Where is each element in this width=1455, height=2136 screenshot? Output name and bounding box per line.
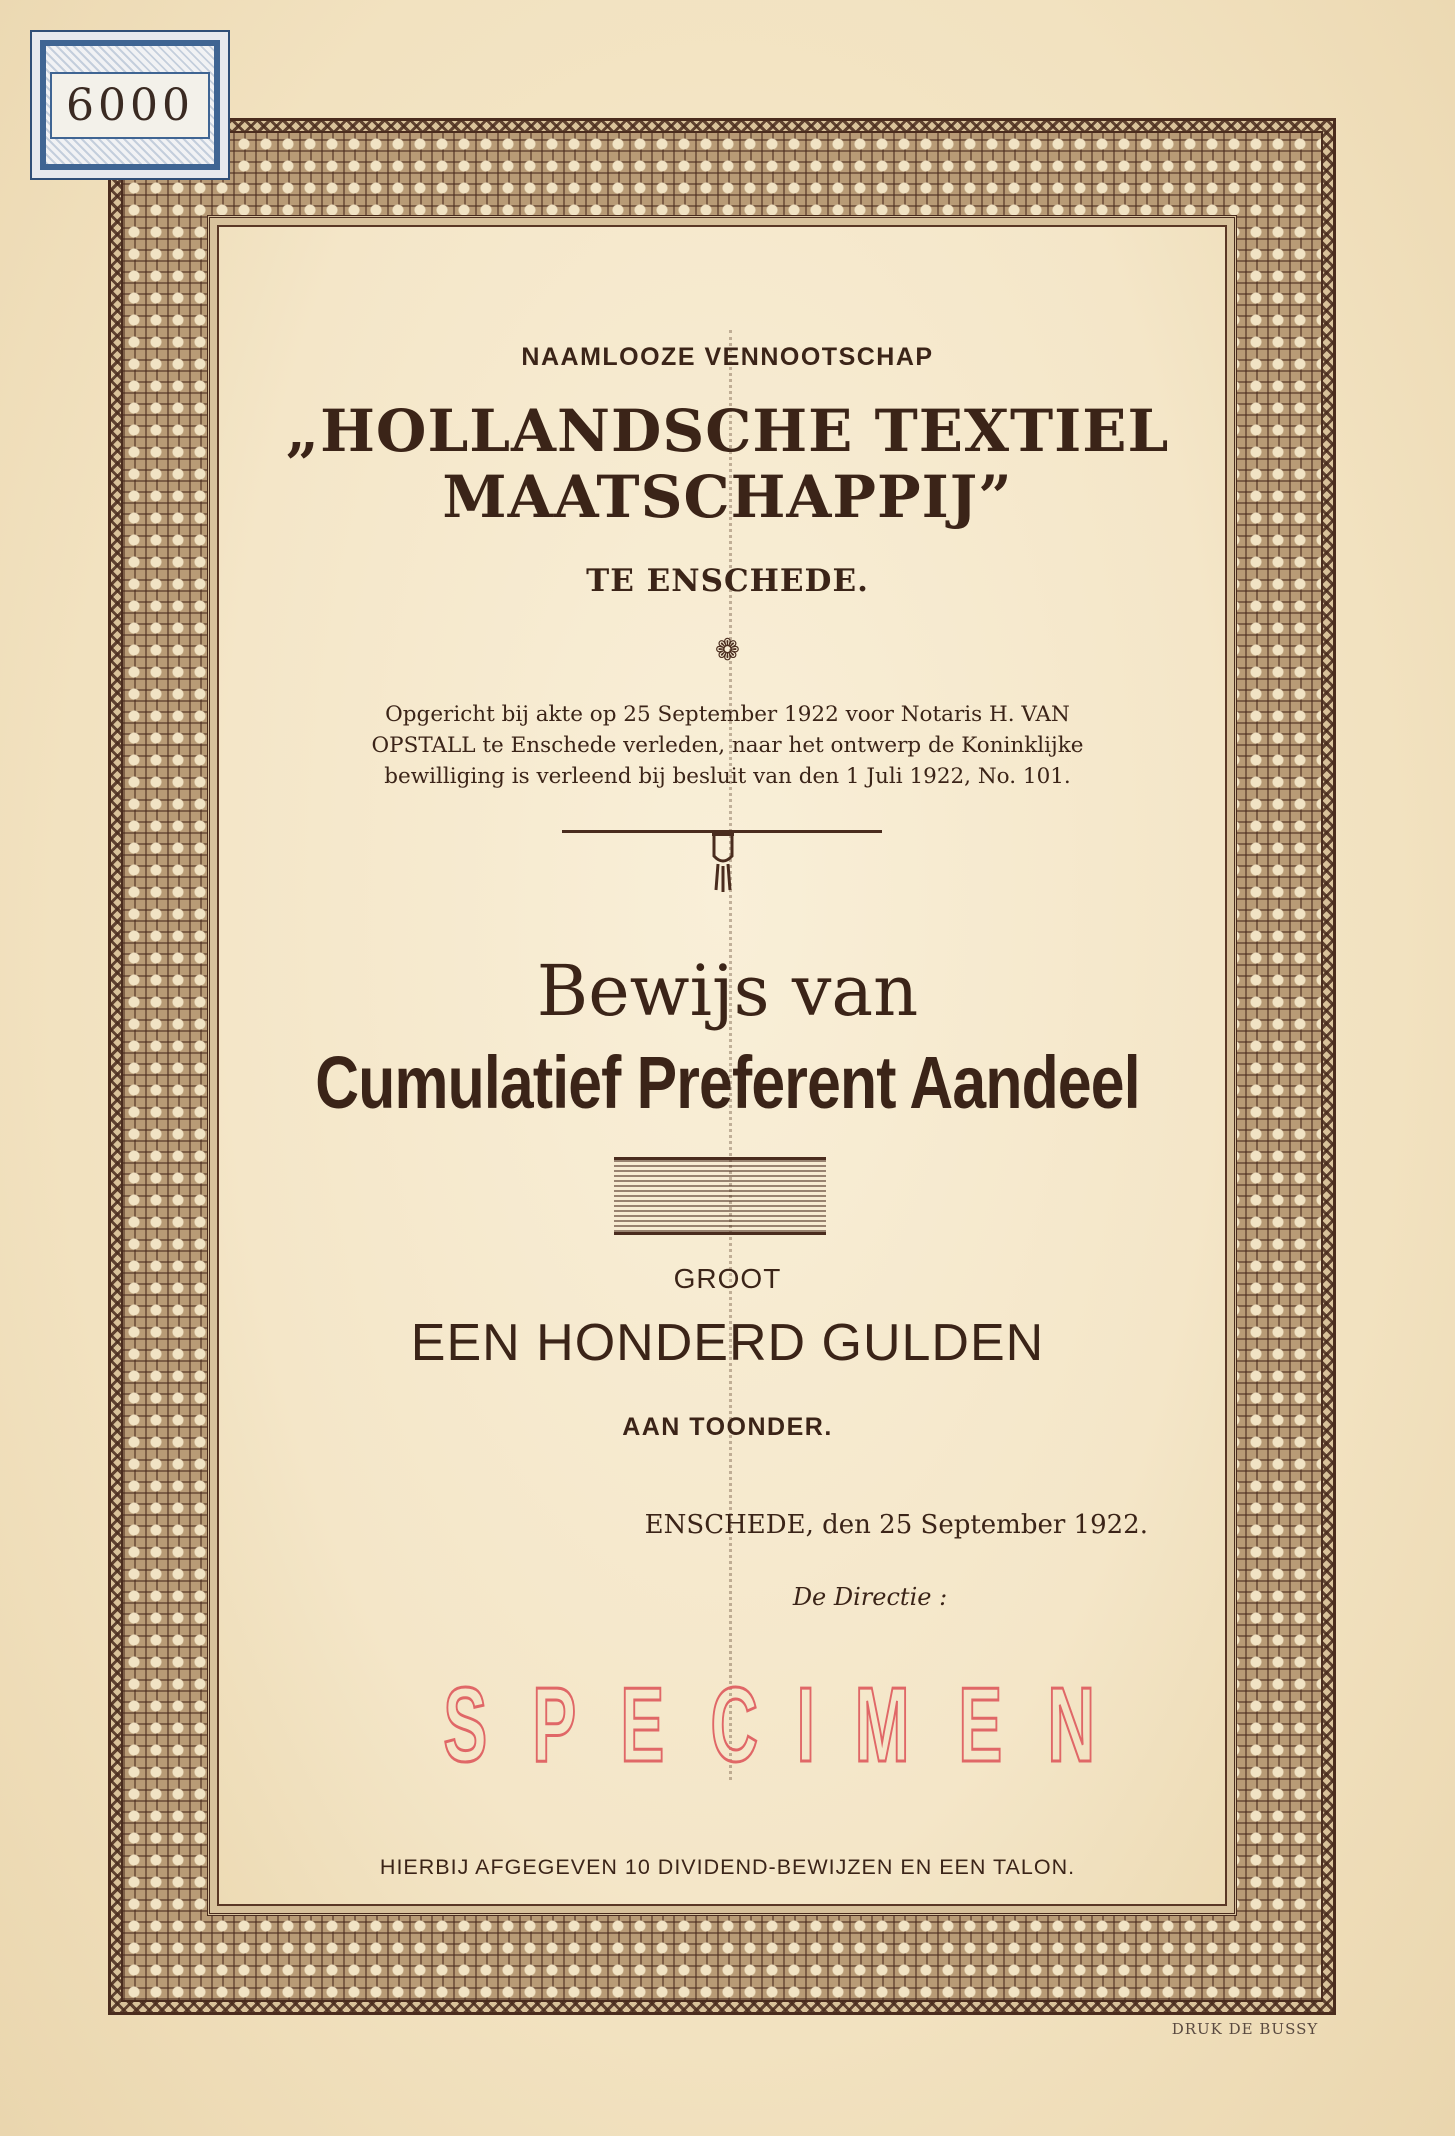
value-prefix: GROOT bbox=[673, 1263, 782, 1294]
company-name bbox=[0, 398, 1455, 530]
specimen-letter: E bbox=[958, 1665, 1002, 1784]
flourish-ornament-icon: ❁ bbox=[714, 633, 741, 668]
printer-imprint: DRUK DE BUSSY bbox=[1171, 2020, 1319, 2038]
coupons-note: HIERBIJ AFGEGEVEN 10 DIVIDEND-BEWIJZEN EN EEN TALON. bbox=[379, 1855, 1076, 1879]
certificate-type-line1: Bewijs van bbox=[536, 950, 919, 1032]
issue-date-line: ENSCHEDE, den 25 September 1922. bbox=[644, 1510, 1148, 1540]
face-value: EEN HONDERD GULDEN bbox=[410, 1314, 1045, 1372]
signatory-label: De Directie : bbox=[792, 1583, 948, 1611]
hand-emblem-icon bbox=[700, 826, 746, 896]
company-name-line2: MAATSCHAPPIJ” bbox=[442, 463, 1013, 531]
specimen-letter: C bbox=[710, 1665, 759, 1784]
hatched-bar-ornament bbox=[614, 1157, 826, 1235]
company-location: TE ENSCHEDE. bbox=[586, 563, 869, 599]
certificate-type-line2: Cumulatief Preferent Aandeel bbox=[315, 1041, 1140, 1124]
certificate-number-stamp bbox=[30, 30, 230, 180]
specimen-letter: E bbox=[620, 1665, 665, 1784]
specimen-letter: I bbox=[796, 1665, 815, 1784]
founding-line-2: OPSTALL te Enschede verleden, naar het ontwerp de Koninklijke bbox=[371, 733, 1084, 758]
specimen-stamp bbox=[430, 1665, 1110, 1785]
founding-line-1: Opgericht bij akte op 25 September 1922 voor Notaris H. VAN bbox=[385, 702, 1070, 727]
specimen-letter: M bbox=[855, 1665, 910, 1784]
founding-line-3: bewilliging is verleend bij besluit van den 1 Juli 1922, No. 101. bbox=[384, 764, 1071, 789]
company-type: NAAMLOOZE VENNOOTSCHAP bbox=[521, 343, 934, 371]
specimen-letter: S bbox=[443, 1665, 488, 1784]
specimen-letter: P bbox=[532, 1665, 577, 1784]
specimen-letter: N bbox=[1047, 1665, 1096, 1784]
company-name-line1: „HOLLANDSCHE TEXTIEL bbox=[285, 397, 1170, 465]
certificate-number: 6000 bbox=[50, 72, 210, 139]
founding-text bbox=[0, 699, 1455, 792]
bearer-clause: AAN TOONDER. bbox=[622, 1413, 833, 1441]
